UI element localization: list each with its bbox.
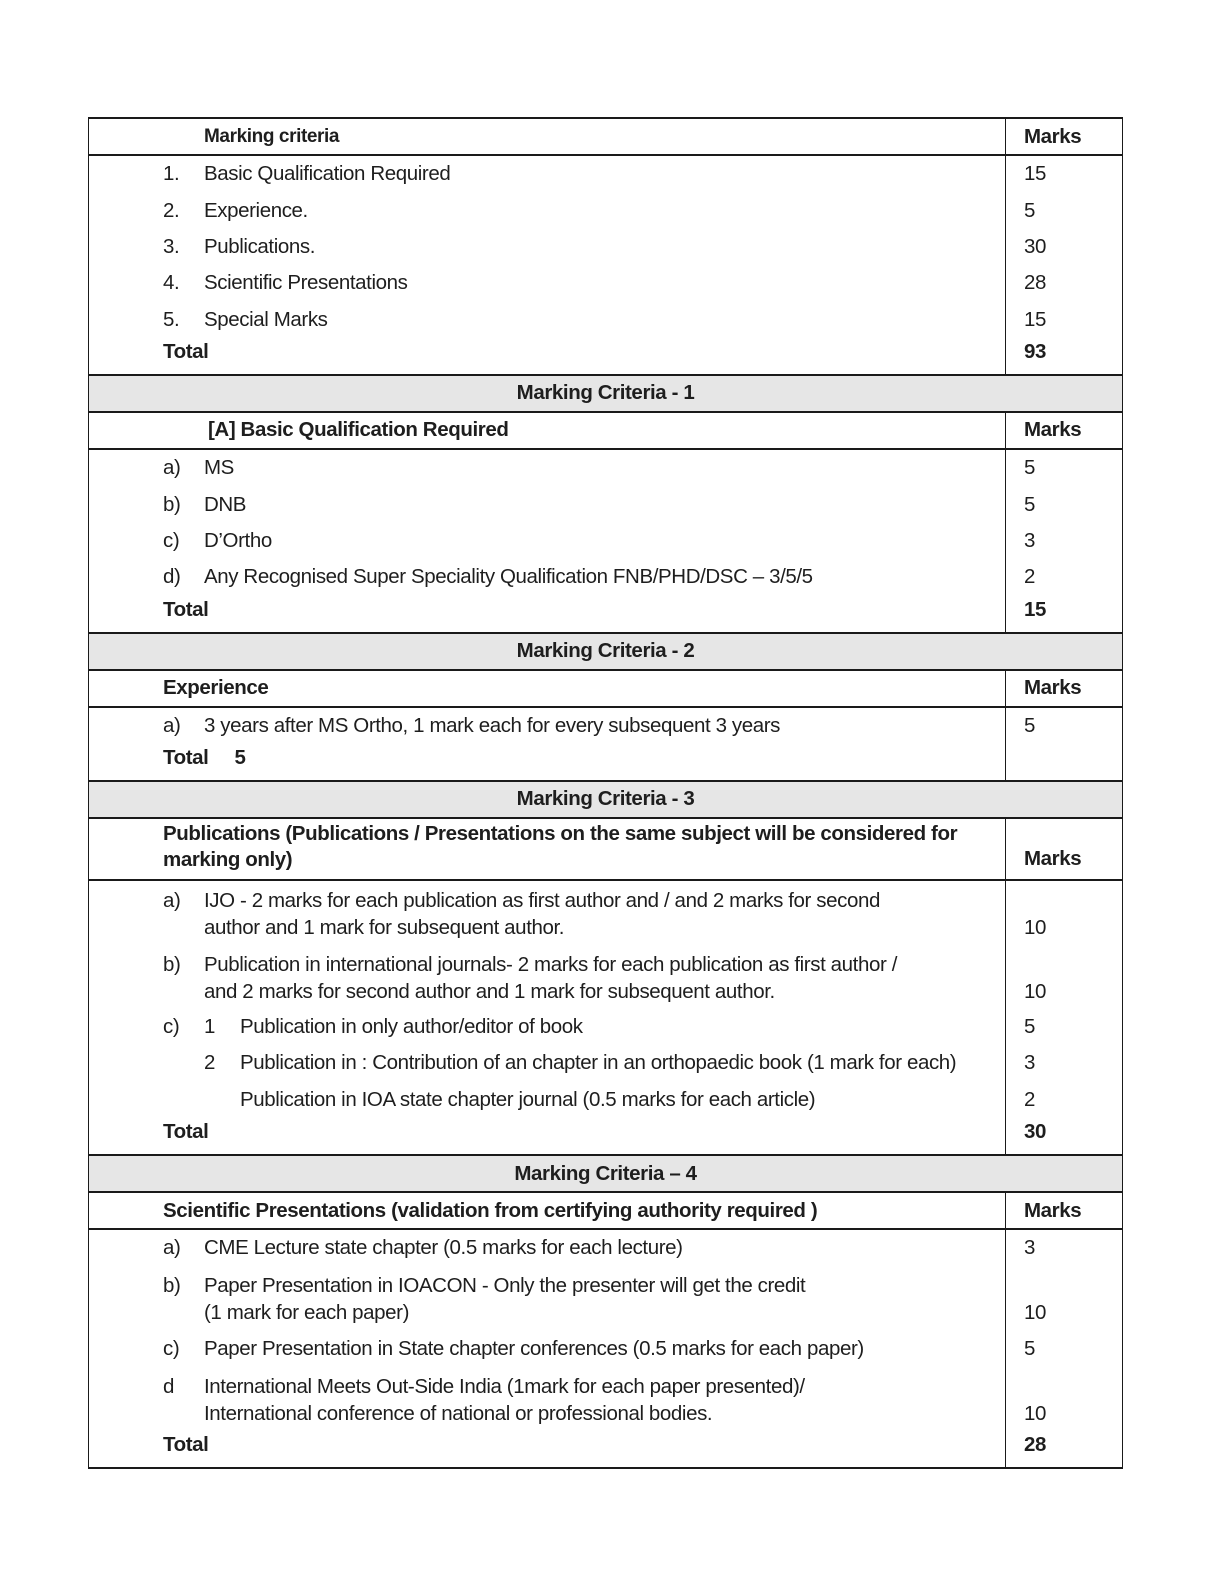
item-marks: 28 [1006, 265, 1123, 301]
item-text: Scientific Presentations [204, 271, 408, 295]
criteria-4-header-row [89, 1192, 1123, 1229]
section-title: Marking Criteria - 2 [89, 633, 1123, 670]
item-marks: 10 [1006, 1266, 1123, 1330]
criteria-4-total-row [89, 1431, 1123, 1468]
sub-item-number: 1 [204, 1015, 216, 1039]
item-label: a) [163, 713, 181, 737]
item-marks: 3 [1006, 1229, 1123, 1266]
item-marks: 5 [1006, 192, 1123, 228]
item-text: Paper Presentation in State chapter conferences (0.5 marks for each paper) [204, 1336, 864, 1360]
section-header-marks: Marks [1006, 670, 1123, 707]
item-label: a) [163, 1236, 181, 1260]
item-label: d [163, 1374, 175, 1398]
criteria-4-row [89, 1229, 1123, 1266]
criteria-4-row [89, 1367, 1123, 1431]
item-text: Publication in only author/editor of book [240, 1015, 583, 1039]
criteria-2-band [89, 633, 1123, 670]
summary-row [89, 265, 1123, 301]
criteria-3-sub-row [89, 1009, 1123, 1045]
section-header-title: Experience [89, 670, 1006, 707]
item-label: c) [163, 1015, 180, 1039]
sub-item-number [204, 1088, 240, 1112]
item-text: Experience. [204, 198, 308, 222]
criteria-1-row [89, 523, 1123, 559]
item-text: Basic Qualification Required [204, 162, 451, 186]
item-text-line2: and 2 marks for second author and 1 mark for subsequent author. [204, 979, 775, 1003]
criteria-3-sub-row [89, 1045, 1123, 1081]
item-marks: 2 [1006, 559, 1123, 595]
criteria-4-band [89, 1155, 1123, 1192]
item-text: MS [204, 456, 234, 480]
criteria-4-row [89, 1330, 1123, 1366]
item-label [163, 1051, 204, 1075]
section-header-title: Publications (Publications / Presentations on the same subject will be considered for marking only) [89, 818, 1006, 880]
item-label: b) [163, 952, 181, 976]
item-text: Publication in : Contribution of an chapter in an orthopaedic book (1 mark for each) [240, 1051, 957, 1075]
summary-total-row [89, 338, 1123, 375]
criteria-1-row [89, 486, 1123, 522]
section-title: Marking Criteria – 4 [89, 1155, 1123, 1192]
item-label: a) [163, 456, 181, 480]
criteria-3-total-row [89, 1118, 1123, 1155]
item-marks: 5 [1006, 486, 1123, 522]
criteria-1-row [89, 449, 1123, 486]
marking-criteria-table [88, 117, 1123, 1469]
criteria-3-band [89, 781, 1123, 818]
criteria-2-header-row [89, 670, 1123, 707]
item-text-line1: Publication in international journals- 2 marks for each publication as first author / [204, 952, 897, 976]
criteria-3-row [89, 880, 1123, 945]
item-marks: 5 [1006, 1009, 1123, 1045]
section-header-title: [A] Basic Qualification Required [89, 412, 1006, 449]
item-label: b) [163, 1274, 181, 1298]
criteria-3-sub-row [89, 1082, 1123, 1118]
item-marks: 5 [1006, 1330, 1123, 1366]
item-text: Publication in IOA state chapter journal (0.5 marks for each article) [240, 1087, 816, 1111]
total-marks: 15 [1006, 596, 1123, 633]
item-label: c) [163, 528, 180, 552]
item-marks: 10 [1006, 945, 1123, 1009]
item-text: DNB [204, 492, 247, 516]
total-label: Total [89, 1431, 1006, 1468]
total-label: Total [89, 338, 1006, 375]
item-marks: 30 [1006, 229, 1123, 265]
total-label: Total [89, 1118, 1006, 1155]
item-text-line2: (1 mark for each paper) [204, 1301, 409, 1325]
item-label: b) [163, 492, 181, 516]
item-marks: 5 [1006, 449, 1123, 486]
summary-row [89, 192, 1123, 228]
item-text: D’Ortho [204, 528, 272, 552]
section-title: Marking Criteria - 3 [89, 781, 1123, 818]
item-marks: 3 [1006, 523, 1123, 559]
item-text-line1: Paper Presentation in IOACON - Only the presenter will get the credit [204, 1274, 806, 1298]
total-marks-empty [1006, 744, 1123, 781]
summary-row [89, 229, 1123, 265]
total-value: 5 [234, 745, 246, 769]
item-marks: 2 [1006, 1082, 1123, 1118]
item-marks: 15 [1006, 155, 1123, 192]
summary-row [89, 302, 1123, 338]
summary-row [89, 155, 1123, 192]
criteria-1-total-row [89, 596, 1123, 633]
summary-header-marks: Marks [1006, 118, 1123, 155]
section-header-title: Scientific Presentations (validation from certifying authority required ) [89, 1192, 1006, 1229]
criteria-2-total-row [89, 744, 1123, 781]
marking-criteria-document [88, 117, 1122, 1469]
criteria-2-row [89, 707, 1123, 744]
criteria-1-row [89, 559, 1123, 595]
total-marks: 30 [1006, 1118, 1123, 1155]
item-number: 5. [163, 307, 180, 331]
section-header-marks: Marks [1006, 818, 1123, 880]
item-marks: 5 [1006, 707, 1123, 744]
item-text: 3 years after MS Ortho, 1 mark each for every subsequent 3 years [204, 713, 781, 737]
item-label [163, 1088, 204, 1112]
item-text: Publications. [204, 234, 316, 258]
total-label: Total [89, 596, 1006, 633]
criteria-1-band [89, 375, 1123, 412]
item-number: 4. [163, 271, 180, 295]
item-text-line2: author and 1 mark for subsequent author. [204, 915, 565, 939]
summary-header-row [89, 118, 1123, 155]
item-text-line2: International conference of national or professional bodies. [204, 1401, 713, 1425]
summary-header-title: Marking criteria [89, 118, 1006, 155]
criteria-3-header-row [89, 818, 1123, 880]
item-text: Special Marks [204, 307, 328, 331]
criteria-1-header-row [89, 412, 1123, 449]
item-number: 2. [163, 198, 180, 222]
item-label: c) [163, 1336, 180, 1360]
item-marks: 10 [1006, 880, 1123, 945]
item-marks: 15 [1006, 302, 1123, 338]
criteria-4-row [89, 1266, 1123, 1330]
criteria-3-row [89, 945, 1123, 1009]
total-cell [89, 744, 1006, 781]
item-text-line1: International Meets Out-Side India (1mark for each paper presented)/ [204, 1374, 805, 1398]
section-title: Marking Criteria - 1 [89, 375, 1123, 412]
item-marks: 10 [1006, 1367, 1123, 1431]
total-label: Total [163, 745, 209, 769]
total-marks: 93 [1006, 338, 1123, 375]
item-text: Any Recognised Super Speciality Qualification FNB/PHD/DSC – 3/5/5 [204, 565, 813, 589]
section-header-marks: Marks [1006, 1192, 1123, 1229]
section-header-marks: Marks [1006, 412, 1123, 449]
item-text-line1: IJO - 2 marks for each publication as first author and / and 2 marks for second [204, 888, 880, 912]
item-label: a) [163, 888, 181, 912]
item-number: 1. [163, 162, 180, 186]
sub-item-number: 2 [204, 1051, 216, 1075]
item-label: d) [163, 565, 181, 589]
item-text: CME Lecture state chapter (0.5 marks for each lecture) [204, 1236, 683, 1260]
total-marks: 28 [1006, 1431, 1123, 1468]
item-number: 3. [163, 234, 180, 258]
item-marks: 3 [1006, 1045, 1123, 1081]
